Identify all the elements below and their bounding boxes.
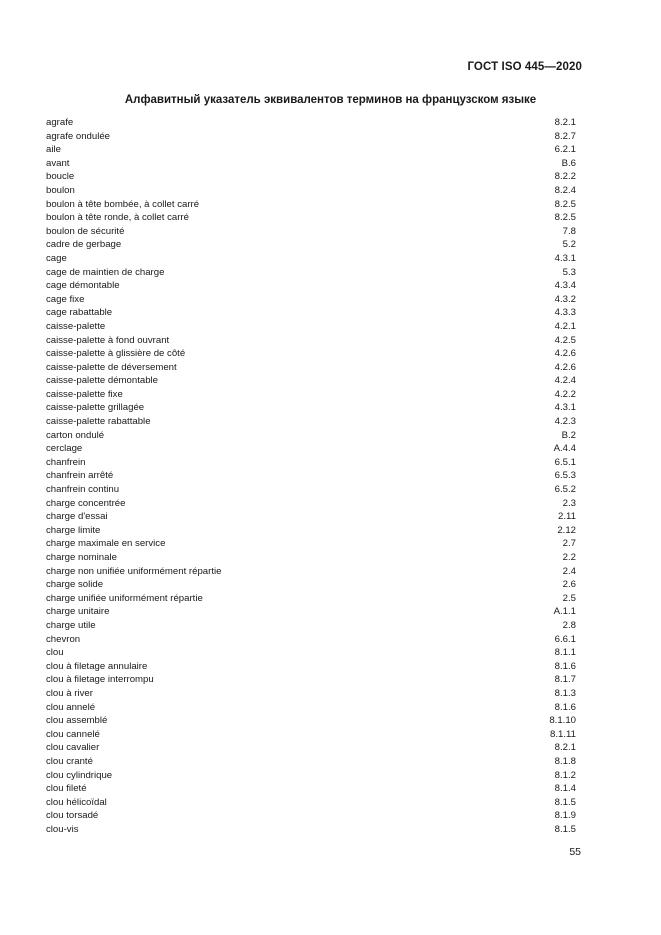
- entry-section-ref: 8.1.4: [554, 783, 576, 795]
- index-entry: [46, 415, 576, 429]
- entry-term: cage fixe: [46, 293, 85, 305]
- entry-term: caisse-palette à fond ouvrant: [46, 334, 170, 346]
- entry-term: cage démontable: [46, 280, 120, 292]
- index-entry: [46, 809, 576, 823]
- index-entry: [46, 646, 576, 660]
- entry-section-ref: 2.4: [562, 565, 576, 577]
- entry-term: agrafe: [46, 117, 74, 128]
- entry-section-ref: 4.3.1: [554, 252, 576, 264]
- index-entry: [46, 619, 576, 633]
- entry-term: charge utile: [46, 619, 96, 631]
- entry-term: boulon à tête bombée, à collet carré: [46, 198, 200, 210]
- entry-section-ref: 8.2.7: [554, 130, 576, 142]
- entry-term: clou cannelé: [46, 728, 100, 740]
- entry-term: clou cylindrique: [46, 769, 113, 781]
- entry-term: boulon de sécurité: [46, 225, 125, 237]
- entry-term: caisse-palette grillagée: [46, 402, 145, 414]
- index-entry: [46, 497, 576, 511]
- index-entry: [46, 279, 576, 293]
- entry-section-ref: 8.1.9: [554, 810, 576, 822]
- entry-section-ref: 8.1.2: [554, 769, 576, 781]
- entry-term: charge concentrée: [46, 497, 126, 509]
- entry-section-ref: 2.7: [562, 538, 576, 550]
- entry-term: cerclage: [46, 443, 83, 455]
- entry-section-ref: 4.3.1: [554, 402, 576, 414]
- entry-section-ref: 5.2: [562, 239, 576, 251]
- entry-term: caisse-palette: [46, 320, 106, 332]
- index-entry: [46, 198, 576, 212]
- entry-term: charge maximale en service: [46, 538, 166, 550]
- entry-term: carton ondulé: [46, 429, 105, 441]
- index-entry: [46, 524, 576, 538]
- entry-section-ref: A.1.1: [553, 606, 576, 618]
- index-entry: [46, 714, 576, 728]
- entry-section-ref: 6.2.1: [554, 144, 576, 156]
- index-entry: [46, 266, 576, 280]
- index-entry: [46, 578, 576, 592]
- index-entry: [46, 130, 576, 144]
- index-entry: [46, 592, 576, 606]
- entry-term: cage rabattable: [46, 307, 113, 319]
- index-entry: [46, 673, 576, 687]
- index-entry: [46, 728, 576, 742]
- entry-section-ref: 2.3: [562, 497, 576, 509]
- index-entry: [46, 701, 576, 715]
- entry-term: clou-vis: [46, 823, 79, 835]
- entry-term: clou à river: [46, 687, 93, 699]
- entry-section-ref: 2.12: [557, 524, 576, 536]
- entry-section-ref: 4.2.2: [554, 388, 576, 400]
- entry-section-ref: 8.2.1: [554, 117, 576, 128]
- index-entry: [46, 633, 576, 647]
- entry-section-ref: 8.1.1: [554, 647, 576, 659]
- entry-section-ref: 2.11: [558, 511, 576, 523]
- index-entry: [46, 143, 576, 157]
- entry-term: charge d'essai: [46, 511, 108, 523]
- entry-term: charge limite: [46, 524, 101, 536]
- entry-section-ref: 2.6: [562, 579, 576, 591]
- index-entry: [46, 429, 576, 443]
- entry-term: clou à filetage interrompu: [46, 674, 154, 686]
- entry-section-ref: 8.1.6: [554, 701, 576, 713]
- entry-term: chevron: [46, 633, 81, 645]
- entry-term: chanfrein continu: [46, 484, 120, 496]
- index-entry: [46, 565, 576, 579]
- entry-term: cadre de gerbage: [46, 239, 122, 251]
- entry-section-ref: 8.1.5: [554, 823, 576, 835]
- entry-term: caisse-palette fixe: [46, 388, 123, 400]
- entry-term: clou annelé: [46, 701, 96, 713]
- entry-section-ref: 4.2.3: [554, 416, 576, 428]
- entry-term: avant: [46, 157, 70, 169]
- index-entry: [46, 238, 576, 252]
- index-list: [46, 116, 576, 836]
- index-entry: [46, 374, 576, 388]
- index-entry: [46, 741, 576, 755]
- index-entry: [46, 401, 576, 415]
- index-entry: [46, 225, 576, 239]
- entry-section-ref: 5.3: [562, 266, 576, 278]
- entry-term: clou: [46, 647, 64, 659]
- entry-section-ref: 8.1.11: [550, 728, 576, 740]
- entry-section-ref: 2.2: [562, 552, 576, 563]
- index-entry: [46, 170, 576, 184]
- index-entry: [46, 306, 576, 320]
- entry-section-ref: 4.2.4: [554, 375, 576, 387]
- entry-term: boulon: [46, 184, 75, 196]
- entry-section-ref: 8.1.5: [554, 796, 576, 808]
- entry-term: clou cranté: [46, 755, 93, 767]
- index-entry: [46, 347, 576, 361]
- entry-section-ref: 2.5: [562, 592, 576, 604]
- index-entry: [46, 211, 576, 225]
- entry-section-ref: 8.2.2: [554, 171, 576, 183]
- entry-section-ref: B.6: [561, 157, 576, 169]
- entry-section-ref: 8.1.8: [554, 755, 576, 767]
- entry-section-ref: 8.1.6: [554, 660, 576, 672]
- entry-term: clou torsadé: [46, 810, 99, 822]
- index-entry: [46, 605, 576, 619]
- entry-section-ref: 6.5.3: [554, 470, 576, 482]
- entry-section-ref: 4.2.6: [554, 361, 576, 373]
- entry-section-ref: 8.2.4: [554, 184, 576, 196]
- entry-section-ref: 6.5.1: [554, 456, 576, 468]
- index-entry: [46, 687, 576, 701]
- entry-term: chanfrein: [46, 456, 86, 468]
- index-entry: [46, 755, 576, 769]
- index-entry: [46, 157, 576, 171]
- entry-section-ref: 4.2.5: [554, 334, 576, 346]
- entry-term: caisse-palette à glissière de côté: [46, 348, 186, 360]
- index-entry: [46, 782, 576, 796]
- entry-section-ref: 6.5.2: [554, 484, 576, 496]
- index-title: Алфавитный указатель эквивалентов терминов на французском языке: [124, 94, 537, 106]
- entry-section-ref: 2.8: [562, 619, 576, 631]
- entry-term: caisse-palette démontable: [46, 375, 158, 387]
- index-entry: [46, 551, 576, 565]
- entry-term: clou à filetage annulaire: [46, 660, 148, 672]
- entry-section-ref: 8.2.1: [554, 742, 576, 754]
- entry-section-ref: 4.3.3: [554, 307, 576, 319]
- entry-term: clou fileté: [46, 783, 87, 795]
- entry-section-ref: 6.6.1: [554, 633, 576, 645]
- entry-term: cage de maintien de charge: [46, 266, 165, 278]
- entry-term: charge unitaire: [46, 606, 110, 618]
- standard-code: ГОСТ ISO 445—2020: [467, 61, 582, 73]
- entry-term: charge non unifiée uniformément répartie: [46, 565, 222, 577]
- entry-section-ref: 8.2.5: [554, 198, 576, 210]
- index-entry: [46, 388, 576, 402]
- entry-section-ref: 8.1.7: [554, 674, 576, 686]
- index-entry: [46, 334, 576, 348]
- index-entry: [46, 660, 576, 674]
- entry-section-ref: A.4.4: [553, 443, 576, 455]
- entry-section-ref: 4.2.6: [554, 348, 576, 360]
- index-entry: [46, 769, 576, 783]
- entry-term: clou hélicoïdal: [46, 796, 107, 808]
- entry-section-ref: 4.3.2: [554, 293, 576, 305]
- index-entry: [46, 510, 576, 524]
- entry-section-ref: 4.3.4: [554, 280, 576, 292]
- entry-term: boucle: [46, 171, 75, 183]
- index-entry: [46, 293, 576, 307]
- index-entry: [46, 469, 576, 483]
- entry-section-ref: 8.1.3: [554, 687, 576, 699]
- entry-section-ref: 4.2.1: [554, 320, 576, 332]
- entry-term: caisse-palette de déversement: [46, 361, 177, 373]
- index-entry: [46, 796, 576, 810]
- entry-term: charge nominale: [46, 552, 117, 563]
- index-entry: [46, 252, 576, 266]
- entry-term: charge solide: [46, 579, 104, 591]
- page-number: 55: [569, 846, 581, 858]
- entry-term: aile: [46, 144, 61, 156]
- entry-term: clou assemblé: [46, 715, 108, 727]
- index-entry: [46, 116, 576, 130]
- index-entry: [46, 456, 576, 470]
- index-entry: [46, 361, 576, 375]
- entry-term: chanfrein arrêté: [46, 470, 114, 482]
- index-entry: [46, 823, 576, 837]
- index-entry: [46, 483, 576, 497]
- entry-term: cage: [46, 252, 67, 264]
- entry-section-ref: B.2: [561, 429, 576, 441]
- index-entry: [46, 320, 576, 334]
- entry-section-ref: 7.8: [562, 225, 576, 237]
- entry-section-ref: 8.1.10: [549, 715, 576, 727]
- index-entry: [46, 442, 576, 456]
- index-entry: [46, 537, 576, 551]
- entry-term: clou cavalier: [46, 742, 100, 754]
- entry-term: agrafe ondulée: [46, 130, 111, 142]
- entry-term: boulon à tête ronde, à collet carré: [46, 212, 189, 224]
- index-entry: [46, 184, 576, 198]
- entry-section-ref: 8.2.5: [554, 212, 576, 224]
- entry-term: caisse-palette rabattable: [46, 416, 151, 428]
- entry-term: charge unifiée uniformément répartie: [46, 592, 203, 604]
